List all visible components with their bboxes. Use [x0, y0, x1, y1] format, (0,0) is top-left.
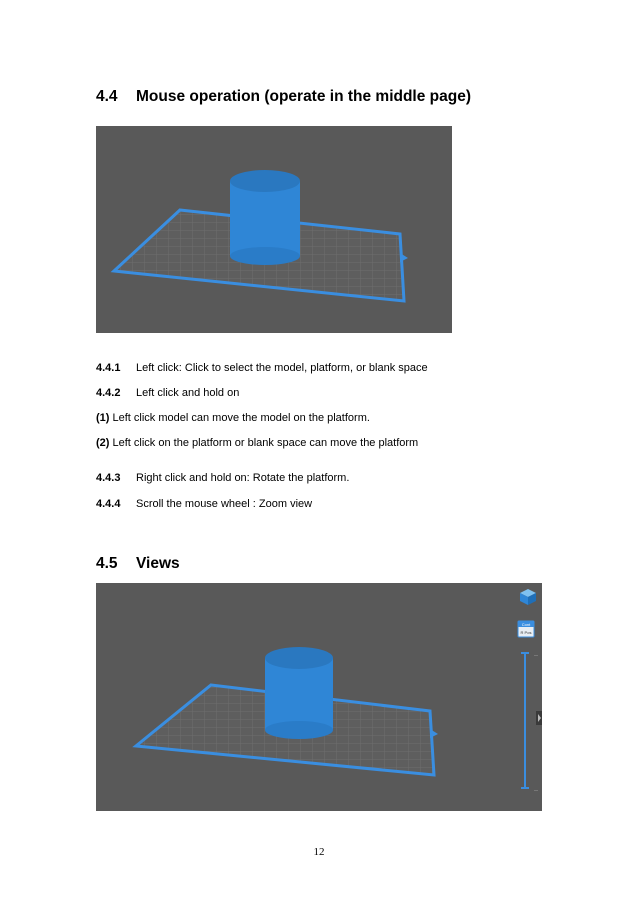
item-number: 4.4.1	[96, 362, 121, 374]
view-mode-label-bottom: R Pos	[520, 630, 532, 635]
item-4-4-2	[96, 386, 239, 400]
view-mode-button[interactable]	[518, 621, 534, 637]
item-prefix: (2)	[96, 437, 110, 449]
cylinder-model[interactable]	[265, 647, 333, 739]
item-text: Left click model can move the model on the platform.	[109, 412, 370, 424]
viewport-figure-1	[96, 126, 452, 333]
viewport-figure-2	[96, 583, 542, 811]
section-heading-4-4	[96, 88, 471, 106]
item-text: Right click and hold on: Rotate the platform.	[136, 472, 350, 484]
slider-bottom-mark: —	[534, 787, 538, 792]
item-4-4-3	[96, 471, 349, 485]
item-4-4-1	[96, 361, 428, 375]
platform-arrow-icon	[400, 253, 408, 262]
cylinder-model[interactable]	[230, 170, 300, 265]
item-number: 4.4.4	[96, 498, 121, 510]
item-sub-1	[96, 411, 370, 425]
section-heading-4-5	[96, 555, 180, 573]
slider-top-mark: —	[534, 652, 538, 657]
viewport-scene-1	[96, 126, 452, 333]
item-prefix: (1)	[96, 412, 110, 424]
item-text: Scroll the mouse wheel : Zoom view	[136, 498, 313, 510]
item-number: 4.4.3	[96, 472, 121, 484]
section-number: 4.5	[96, 555, 118, 572]
view-cube-icon[interactable]	[520, 589, 536, 605]
item-4-4-4	[96, 497, 312, 511]
item-number: 4.4.2	[96, 387, 121, 399]
section-number: 4.4	[96, 88, 118, 105]
item-text: Left click and hold on	[136, 387, 240, 399]
item-sub-2	[96, 436, 418, 450]
page-number: 12	[313, 846, 325, 858]
viewport-scene-2	[96, 583, 542, 811]
item-text: Left click on the platform or blank space can move the platform	[109, 437, 419, 449]
item-text: Left click: Click to select the model, platform, or blank space	[136, 362, 428, 374]
section-title: Mouse operation (operate in the middle page)	[136, 88, 472, 105]
platform-arrow-icon	[430, 729, 438, 738]
view-mode-label-top: Cont	[521, 622, 531, 627]
panel-collapse-button[interactable]	[536, 711, 542, 725]
section-title: Views	[136, 555, 180, 572]
